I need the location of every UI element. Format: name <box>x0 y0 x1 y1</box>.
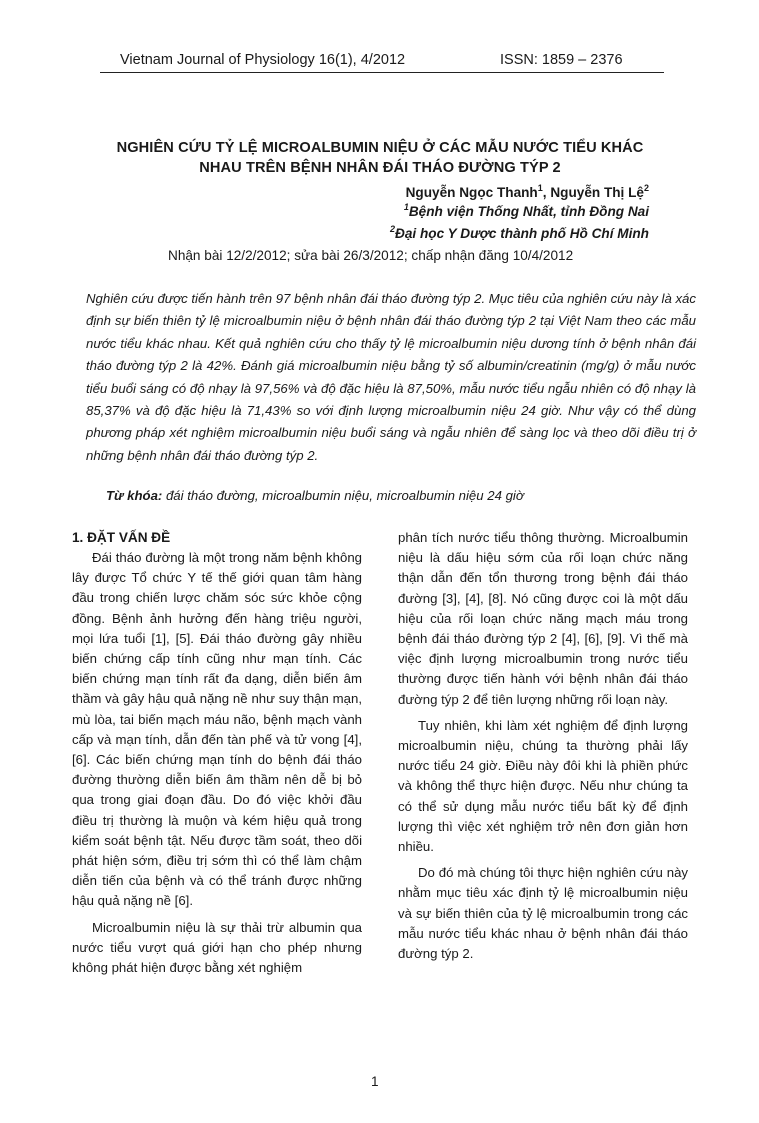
keywords-label: Từ khóa: <box>106 488 163 503</box>
right-column <box>398 528 688 964</box>
affiliation-2-mark: 2 <box>390 224 396 234</box>
keywords <box>106 488 524 503</box>
author-list <box>406 182 649 204</box>
article-title <box>60 138 700 178</box>
right-paragraph-2: Tuy nhiên, khi làm xét nghiệm để định lượng microalbumin niệu, chúng ta thường phải lấy nước tiểu 24 giờ. Điều này đôi khi là phiền phức và không thể thực hiện được. Nếu như chúng ta có thể sử dụng mẫu nước tiểu bất kỳ để định lượng thì việc xét nghiệm trở nên đơn giản hơn nhiều. <box>398 717 688 855</box>
keywords-text: đái tháo đường, microalbumin niệu, microalbumin niệu 24 giờ <box>162 488 524 503</box>
right-paragraph-1: phân tích nước tiểu thông thường. Microalbumin niệu là dấu hiệu sớm của rối loạn chức năng thận dẫn đến tổn thương trong bệnh đái tháo đường [3], [4], [8]. Nó cũng được coi là một dấu hiệu của rối loạn chức năng mạch máu trong bệnh đái tháo đường týp 2 [4], [6], [9]. Vì thế mà việc định lượng microalbumin trong nước tiểu thường được tiến hành với bệnh nhân đái tháo đường týp 2 để tiên lượng những rối loạn này. <box>398 530 688 707</box>
affiliation-1 <box>404 204 649 219</box>
page-number: 1 <box>371 1074 379 1089</box>
author-2: Nguyễn Thị Lệ <box>550 185 644 200</box>
author-2-affil-mark: 2 <box>643 183 649 193</box>
author-1: Nguyễn Ngọc Thanh <box>405 185 538 200</box>
issn: ISSN: 1859 – 2376 <box>500 52 623 68</box>
left-paragraph-1: Đái tháo đường là một trong năm bệnh không lây được Tổ chức Y tế thế giới quan tâm hàng đầu trong chiến lược chăm sóc sức khỏe cộng đồng. Bệnh ảnh hưởng đến hàng triệu người, mọi lứa tuổi [1], [5]. Đái tháo đường gây nhiều biến chứng cấp tính cũng như mạn tính. Các biến chứng mạn tính rất đa dạng, diễn biến âm thầm và gây hậu quả nặng nề như suy thận mạn, mù lòa, tai biến mạch máu não, bệnh mạch vành cấp và mạn tính, dẫn đến tàn phế và tử vong [4], [6]. Các biến chứng mạn tính do bệnh đái tháo đường thường diễn biến âm thầm nên dễ bị bỏ qua trong giai đoạn đầu. Do đó việc khởi đầu điều trị thường là muộn và kém hiệu quả trong kiểm soát bệnh tật. Nếu được tầm soát, theo dõi phát hiện sớm, điều trị sớm thì có thể làm chậm diễn tiến của bệnh và có thể tránh được những hậu quả nặng nề [6]. <box>72 550 362 909</box>
title-line-2: NHAU TRÊN BỆNH NHÂN ĐÁI THÁO ĐƯỜNG TÝP 2 <box>199 160 561 176</box>
author-1-affil-mark: 1 <box>537 183 543 193</box>
left-column <box>72 528 362 978</box>
affiliation-1-text: Bệnh viện Thống Nhất, tỉnh Đồng Nai <box>408 204 649 219</box>
affiliation-2 <box>390 226 649 241</box>
author-separator: , <box>542 185 551 200</box>
title-line-1: NGHIÊN CỨU TỶ LỆ MICROALBUMIN NIỆU Ở CÁC MẪU NƯỚC TIỂU KHÁC <box>116 140 644 156</box>
journal-name: Vietnam Journal of Physiology 16(1), 4/2012 <box>120 52 406 68</box>
affiliation-2-text: Đại học Y Dược thành phố Hồ Chí Minh <box>395 226 649 241</box>
section-heading: 1. ĐẶT VẤN ĐỀ <box>72 530 171 545</box>
running-header <box>100 52 664 73</box>
affiliation-1-mark: 1 <box>403 202 409 212</box>
right-paragraph-3: Do đó mà chúng tôi thực hiện nghiên cứu này nhằm mục tiêu xác định tỷ lệ microalbumin niệu và sự biến thiên của tỷ lệ microalbumin trong các mẫu nước tiểu khác nhau ở bệnh nhân đái tháo đường týp 2. <box>398 865 688 962</box>
abstract: Nghiên cứu được tiến hành trên 97 bệnh nhân đái tháo đường týp 2. Mục tiêu của nghiên cứu này là xác định sự biến thiên tỷ lệ microalbumin niệu ở bệnh nhân đái tháo đường týp 2 tại Việt Nam theo các mẫu nước tiểu khác nhau. Kết quả nghiên cứu cho thấy tỷ lệ microalbumin niệu dương tính ở bệnh nhân đái tháo đường týp 2 là 42%. Đánh giá microalbumin niệu bằng tỷ số albumin/creatinin (mg/g) ở mẫu nước tiểu buổi sáng có độ nhạy là 97,56% và độ đặc hiệu là 87,50%, mẫu nước tiểu ngẫu nhiên có độ nhạy là 85,37% và độ đặc hiệu là 71,43% so với định lượng microalbumin niệu 24 giờ. Như vậy có thể dùng phương pháp xét nghiệm microalbumin niệu buổi sáng và ngẫu nhiên để sàng lọc và theo dõi điều trị ở những bệnh nhân đái tháo đường týp 2. <box>86 291 696 463</box>
submission-dates: Nhận bài 12/2/2012; sửa bài 26/3/2012; chấp nhận đăng 10/4/2012 <box>168 248 574 263</box>
left-paragraph-2: Microalbumin niệu là sự thải trừ albumin qua nước tiểu vượt quá giới hạn cho phép nhưng không phát hiện được bằng xét nghiệm <box>72 919 362 976</box>
